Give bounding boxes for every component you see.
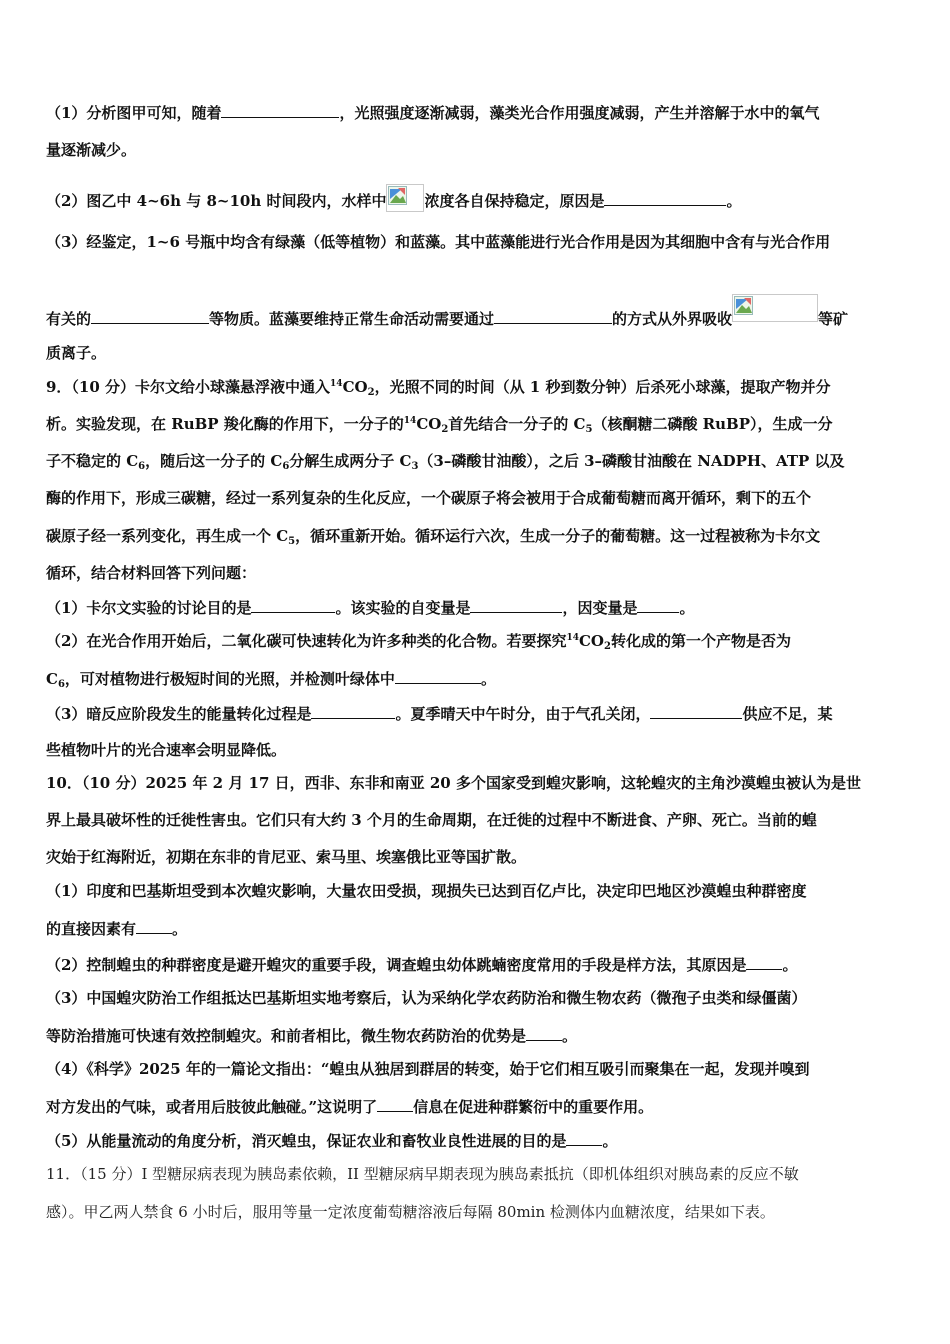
text: 。: [172, 920, 188, 938]
q9-line3: [46, 451, 845, 471]
superscript: 14: [566, 633, 579, 643]
text: （3）中国蝗灾防治工作组抵达巴基斯坦实地考察后，认为采纳化学农药防治和微生物农药（微孢子虫类和绿僵菌）: [46, 989, 807, 1007]
text: 。: [602, 1132, 618, 1150]
subscript: 6: [138, 461, 146, 472]
answer-blank[interactable]: [221, 102, 339, 118]
text: （2）图乙中 4~6h 与 8~10h 时间段内，水样中: [46, 192, 387, 210]
text: 等矿: [818, 310, 849, 328]
text: 的直接因素有: [46, 920, 137, 938]
text: ，循环重新开始。循环运行六次，生成一分子的葡萄糖。这一过程被称为卡尔文: [295, 527, 821, 545]
text: 11．（15 分）I 型糖尿病表现为胰岛素依赖，II 型糖尿病早期表现为胰岛素抵抗（即机体组织对胰岛素的反应不敏: [46, 1165, 799, 1183]
subscript: 5: [585, 424, 593, 435]
q9-line4: [46, 488, 811, 508]
text: （3）经鉴定，1~6 号瓶中均含有绿藻（低等植物）和蓝藻。其中蓝藻能进行光合作用是因为其细胞中含有与光合作用: [46, 233, 831, 251]
subscript: 2: [367, 387, 375, 398]
answer-blank[interactable]: [637, 597, 679, 613]
text: 循环，结合材料回答下列问题：: [46, 564, 257, 582]
text: 分解生成两分子 C: [289, 452, 412, 470]
broken-image-icon: [732, 294, 818, 322]
text: 的方式从外界吸收: [612, 310, 733, 328]
text: 。: [562, 1027, 578, 1045]
q11-line1: [46, 1164, 799, 1184]
q9-line6: [46, 563, 256, 583]
text: 析。实验发现，在 RuBP 羧化酶的作用下，一分子的: [46, 415, 404, 433]
q10-sub2: [46, 954, 797, 975]
text: 。: [726, 192, 742, 210]
q10-sub5: [46, 1130, 617, 1151]
q10-line1: [46, 773, 861, 793]
text: 。: [782, 956, 798, 974]
answer-blank[interactable]: [526, 1025, 562, 1041]
answer-blank[interactable]: [311, 703, 395, 719]
subscript: 6: [57, 679, 65, 690]
q8-part2-line: [46, 184, 742, 212]
answer-blank[interactable]: [251, 597, 335, 613]
text: 灾始于红海附近，初期在东非的肯尼亚、索马里、埃塞俄比亚等国扩散。: [46, 848, 527, 866]
answer-blank[interactable]: [470, 597, 562, 613]
text: 转化成的第一个产物是否为: [610, 632, 791, 650]
text: 酶的作用下，形成三碳糖，经过一系列复杂的生化反应，一个碳原子将会被用于合成葡萄糖而离开循环，剩下的五个: [46, 489, 812, 507]
q8-part3-line3: [46, 343, 106, 363]
q10-line3: [46, 847, 526, 867]
subscript: 6: [282, 461, 290, 472]
subscript: 5: [288, 536, 296, 547]
text: （核酮糖二磷酸 RuBP），生成一分: [592, 415, 833, 433]
text: 子不稳定的 C: [46, 452, 139, 470]
subscript: 2: [604, 641, 611, 652]
text: 9．（10 分）卡尔文给小球藻悬浮液中通入: [46, 378, 331, 396]
q9-sub2-line2: [46, 668, 496, 689]
q8-part1-line2: [46, 140, 136, 160]
text: 供应不足，某: [742, 705, 833, 723]
text: 信息在促进种群繁衍中的重要作用。: [413, 1098, 654, 1116]
text: 浓度各自保持稳定，原因是: [424, 192, 605, 210]
answer-blank[interactable]: [494, 308, 612, 324]
text: （3–磷酸甘油酸），之后 3–磷酸甘油酸在 NADPH、ATP 以及: [418, 452, 845, 470]
q9-sub1: [46, 597, 695, 618]
text: 质离子。: [46, 344, 107, 362]
q9-sub3-line1: [46, 703, 832, 724]
q9-sub2-line1: [46, 631, 791, 651]
q9-line5: [46, 526, 820, 546]
text: （2）控制蝗虫的种群密度是避开蝗灾的重要手段，调查蝗虫幼体跳蝻密度常用的手段是样方法，其原因是: [46, 956, 747, 974]
text: 10．（10 分）2025 年 2 月 17 日，西非、东非和南亚 20 多个国家受到蝗灾影响，这轮蝗灾的主角沙漠蝗虫被认为是世: [46, 774, 861, 792]
superscript: 14: [403, 416, 417, 426]
text: 首先结合一分子的 C: [448, 415, 586, 433]
text: ，光照不同的时间（从 1 秒到数分钟）后杀死小球藻，提取产物并分: [374, 378, 831, 396]
text: ，可对植物进行极短时间的光照，并检测叶绿体中: [64, 670, 395, 688]
answer-blank[interactable]: [377, 1096, 413, 1112]
q10-sub3-line2: [46, 1025, 577, 1046]
q10-line2: [46, 810, 817, 830]
text: 。: [679, 599, 695, 617]
text: （3）暗反应阶段发生的能量转化过程是: [46, 705, 312, 723]
text: ，因变量是: [562, 599, 638, 617]
text: （1）印度和巴基斯坦受到本次蝗灾影响，大量农田受损，现损失已达到百亿卢比，决定印巴地区沙漠蝗虫种群密度: [46, 882, 807, 900]
answer-blank[interactable]: [566, 1130, 602, 1146]
answer-blank[interactable]: [746, 954, 782, 970]
text: 等防治措施可快速有效控制蝗灾。和前者相比，微生物农药防治的优势是: [46, 1027, 527, 1045]
text: CO: [578, 632, 604, 650]
q10-sub1-line1: [46, 881, 806, 901]
text: （1）分析图甲可知，随着: [46, 104, 222, 122]
text: ，光照强度逐渐减弱，藻类光合作用强度减弱，产生并溶解于水中的氧气: [339, 104, 820, 122]
q10-sub3-line1: [46, 988, 806, 1008]
q9-line2: [46, 414, 833, 434]
answer-blank[interactable]: [91, 308, 209, 324]
text: 感）。甲乙两人禁食 6 小时后，服用等量一定浓度葡萄糖溶液后每隔 80min 检测体内血糖浓度，结果如下表。: [46, 1203, 775, 1221]
q10-sub4-line1: [46, 1059, 810, 1079]
text: 碳原子经一系列变化，再生成一个 C: [46, 527, 289, 545]
text: 。该实验的自变量是: [335, 599, 471, 617]
superscript: 14: [330, 379, 343, 389]
text: 。夏季晴天中午时分，由于气孔关闭，: [395, 705, 651, 723]
text: 量逐渐减少。: [46, 141, 137, 159]
broken-image-icon: [386, 184, 424, 212]
text: 有关的: [46, 310, 92, 328]
q11-line2: [46, 1202, 775, 1222]
q9-sub3-line2: [46, 740, 286, 760]
subscript: 2: [441, 424, 449, 435]
q8-part3-line2: [46, 294, 848, 329]
subscript: 3: [411, 461, 419, 472]
answer-blank[interactable]: [650, 703, 742, 719]
text: ，随后这一分子的 C: [145, 452, 283, 470]
answer-blank[interactable]: [604, 190, 726, 206]
text: （2）在光合作用开始后，二氧化碳可快速转化为许多种类的化合物。若要探究: [46, 632, 567, 650]
q10-sub4-line2: [46, 1096, 653, 1117]
text: 些植物叶片的光合速率会明显降低。: [46, 741, 287, 759]
text: 等物质。蓝藻要维持正常生命活动需要通过: [209, 310, 495, 328]
text: 界上最具破坏性的迁徙性害虫。它们只有大约 3 个月的生命周期，在迁徙的过程中不断进食、产卵、死亡。当前的蝗: [46, 811, 817, 829]
q10-sub1-line2: [46, 918, 187, 939]
text: （4）《科学》2025 年的一篇论文指出：“蝗虫从独居到群居的转变，始于它们相互吸引而聚集在一起，发现并嗅到: [46, 1060, 810, 1078]
text: （1）卡尔文实验的讨论目的是: [46, 599, 252, 617]
answer-blank[interactable]: [136, 918, 172, 934]
answer-blank[interactable]: [395, 668, 481, 684]
text: C: [46, 670, 58, 688]
text: （5）从能量流动的角度分析，消灭蝗虫，保证农业和畜牧业良性进展的目的是: [46, 1132, 567, 1150]
text: 对方发出的气味，或者用后肢彼此触碰。”这说明了: [46, 1098, 378, 1116]
q8-part1-line1: [46, 102, 819, 123]
q9-line1: [46, 377, 830, 397]
text: 。: [480, 670, 496, 688]
text: CO: [416, 415, 442, 433]
q8-part3-line1: [46, 232, 830, 252]
text: CO: [342, 378, 368, 396]
